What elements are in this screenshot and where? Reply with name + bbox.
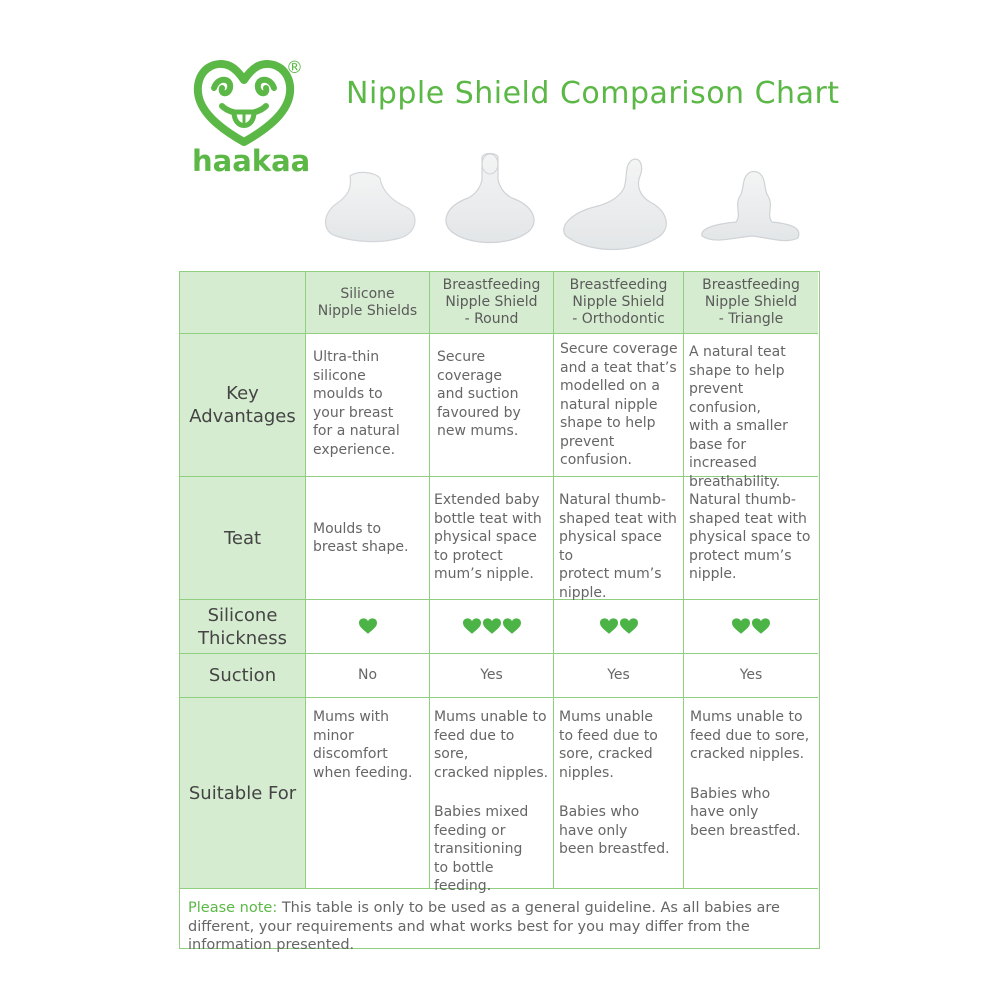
key-advantages-triangle: A natural teat shape to help prevent confusion, with a smaller base for increased breathability. [684,334,818,477]
brand-logo [192,58,312,183]
heart-icon [752,618,770,635]
heart-icon [600,618,618,635]
thickness-silicone [306,600,430,654]
brand-name: haakaa [192,144,311,178]
thickness-triangle [684,600,818,654]
key-advantages-orthodontic: Secure coverage and a teat that’s modelled on a natural nipple shape to help prevent confusion. [554,334,684,477]
heart-icon [483,618,501,635]
heart-icon [503,618,521,635]
suitable-for-silicone [306,698,430,889]
silicone-nipple-shield-image [326,172,415,241]
row-label-key-advantages: Key Advantages [180,334,306,477]
thickness-orthodontic [554,600,684,654]
row-label-suction: Suction [180,654,306,698]
key-advantages-silicone: Ultra-thin silicone moulds to your breast for a natural experience. [306,334,430,477]
suitable-for-round-mums: Mums unable to feed due to sore, cracked nipples. [434,709,549,781]
suitable-for-silicone-mums: Mums with minor discomfort when feeding. [313,709,413,781]
note-text: This table is only to be used as a general guideline. As all babies are different, your requirements and what works best for you may differ from the information presented. [188,900,780,953]
suitable-for-round [430,698,554,894]
smiling-face-tongue-logo-icon [192,58,296,148]
page-title: Nipple Shield Comparison Chart [346,76,840,111]
row-label-silicone-thickness: Silicone Thickness [180,600,306,654]
orthodontic-nipple-shield-image [564,159,667,249]
triangle-nipple-shield-image [702,172,799,241]
column-header-triangle: Breastfeeding Nipple Shield - Triangle [684,272,818,334]
suction-round: Yes [430,654,554,698]
suction-triangle: Yes [684,654,818,698]
heart-icon [463,618,481,635]
note-label: Please note: [188,900,278,916]
round-nipple-shield-image [446,154,534,243]
suction-orthodontic: Yes [554,654,684,698]
teat-orthodontic: Natural thumb- shaped teat with physical space to protect mum’s nipple. [554,477,684,600]
product-illustrations [0,0,1000,260]
teat-silicone: Moulds to breast shape. [306,477,430,600]
suitable-for-round-babies: Babies mixed feeding or transitioning to bottle feeding. [434,804,529,894]
registered-mark: ® [286,58,303,78]
thickness-round [430,600,554,654]
suction-silicone: No [306,654,430,698]
disclaimer-note [180,889,818,953]
row-label-teat: Teat [180,477,306,600]
suitable-for-triangle [684,698,818,889]
suitable-for-orthodontic-mums: Mums unable to feed due to sore, cracked nipples. [559,709,658,781]
column-header-silicone: Silicone Nipple Shields [306,272,430,334]
key-advantages-round: Secure coverage and suction favoured by new mums. [430,334,554,477]
teat-triangle: Natural thumb- shaped teat with physical space to protect mum’s nipple. [684,477,818,600]
heart-icon [732,618,750,635]
suitable-for-orthodontic [554,698,684,889]
heart-icon [620,618,638,635]
suitable-for-triangle-babies: Babies who have only been breastfed. [690,785,801,839]
suitable-for-triangle-mums: Mums unable to feed due to sore, cracked nipples. [690,709,810,762]
column-header-round: Breastfeeding Nipple Shield - Round [430,272,554,334]
teat-round: Extended baby bottle teat with physical space to protect mum’s nipple. [430,477,554,600]
suitable-for-orthodontic-babies: Babies who have only been breastfed. [559,804,670,857]
comparison-table [179,271,820,953]
header-corner-cell [180,272,306,334]
column-header-orthodontic: Breastfeeding Nipple Shield - Orthodontic [554,272,684,334]
heart-icon [359,618,377,635]
row-label-suitable-for: Suitable For [180,698,306,889]
